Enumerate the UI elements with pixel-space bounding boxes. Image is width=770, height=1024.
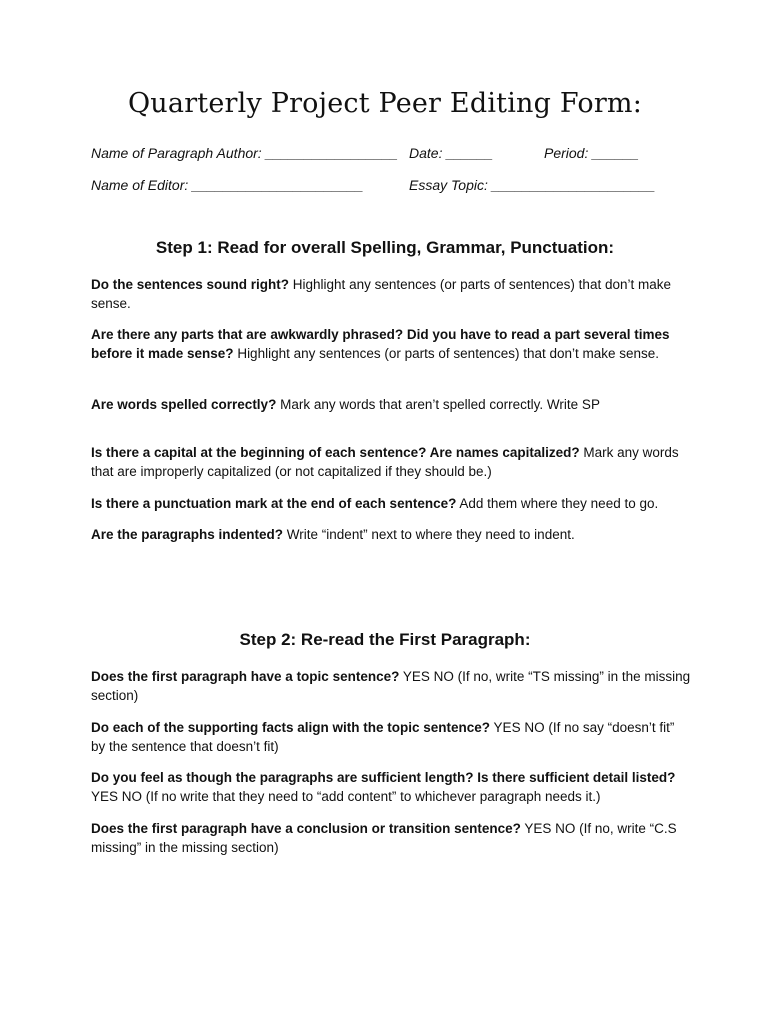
step1-item-6-question: Are the paragraphs indented? xyxy=(91,527,284,542)
paragraph-author-field: Name of Paragraph Author: _________________ xyxy=(91,145,398,161)
step1-item-1 xyxy=(91,275,691,313)
step2-item-1 xyxy=(91,667,691,705)
step1-item-2-question: Are there any parts that are awkwardly phrased? Did you have to read a part several times before it made sense? xyxy=(91,327,670,361)
step1-item-5-instruction: Add them where they need to go. xyxy=(456,496,659,511)
step2-item-1-instruction: YES NO (If no, write “TS missing” in the missing section) xyxy=(91,669,691,703)
step1-item-4-instruction: Mark any words that are improperly capitalized (or not capitalized if they should be.) xyxy=(91,445,679,479)
step1-item-2 xyxy=(91,325,691,363)
step1-item-5-question: Is there a punctuation mark at the end of each sentence? xyxy=(91,496,457,511)
essay-topic-field: Essay Topic: _____________________ xyxy=(409,177,656,193)
step2-item-1-question: Does the first paragraph have a topic sentence? xyxy=(91,669,400,684)
editor-field: Name of Editor: ______________________ xyxy=(91,177,364,193)
step2-item-4 xyxy=(91,819,691,857)
form-title: Quarterly Project Peer Editing Form: xyxy=(127,88,643,119)
step1-item-2-instruction: Highlight any sentences (or parts of sentences) that don’t make sense. xyxy=(233,346,660,361)
step1-item-3-question: Are words spelled correctly? xyxy=(91,397,277,412)
step1-item-3 xyxy=(91,395,691,414)
step2-item-4-question: Does the first paragraph have a conclusion or transition sentence? xyxy=(91,821,521,836)
step2-item-3-question: Do you feel as though the paragraphs are sufficient length? Is there sufficient detail listed? xyxy=(91,770,676,785)
step1-item-6-instruction: Write “indent” next to where they need to indent. xyxy=(283,527,575,542)
step2-item-4-instruction: YES NO (If no, write “C.S missing” in the missing section) xyxy=(91,821,677,855)
step2-item-3 xyxy=(91,768,691,806)
step2-item-2 xyxy=(91,718,691,756)
step2-item-2-instruction: YES NO (If no say “doesn’t fit” by the sentence that doesn’t fit) xyxy=(91,720,675,754)
step2-item-2-question: Do each of the supporting facts align with the topic sentence? xyxy=(91,720,491,735)
step2-item-3-instruction: YES NO (If no write that they need to “add content” to whichever paragraph needs it.) xyxy=(91,789,601,804)
period-field: Period: ______ xyxy=(544,145,639,161)
step1-heading: Step 1: Read for overall Spelling, Grammar, Punctuation: xyxy=(155,238,615,257)
step1-item-6 xyxy=(91,525,691,544)
step2-heading: Step 2: Re-read the First Paragraph: xyxy=(239,630,531,649)
step1-item-4 xyxy=(91,443,691,481)
step1-item-3-instruction: Mark any words that aren’t spelled correctly. Write SP xyxy=(276,397,600,412)
date-field: Date: ______ xyxy=(409,145,494,161)
step1-item-4-question: Is there a capital at the beginning of each sentence? Are names capitalized? xyxy=(91,445,580,460)
step1-item-5 xyxy=(91,494,691,513)
step1-item-1-instruction: Highlight any sentences (or parts of sentences) that don’t make sense. xyxy=(91,277,671,311)
step1-item-1-question: Do the sentences sound right? xyxy=(91,277,290,292)
